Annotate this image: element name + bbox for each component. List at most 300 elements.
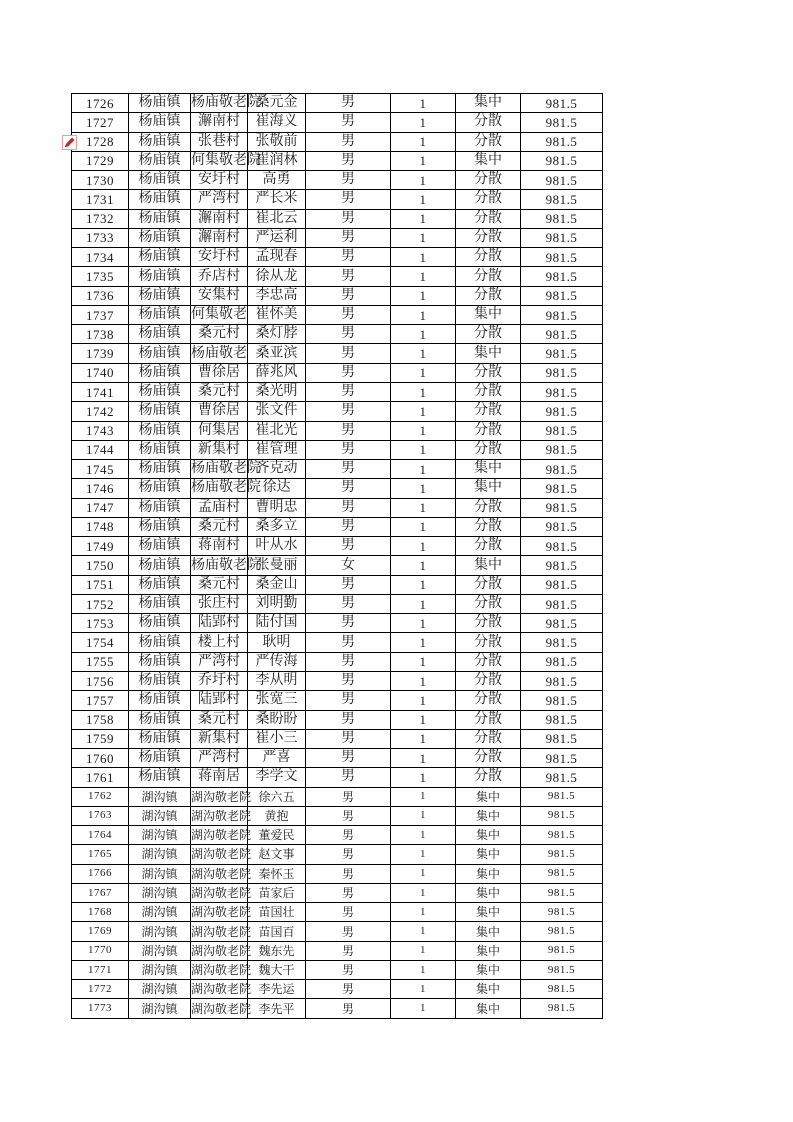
cell-name: 苗国壮 [248,903,306,922]
cell-town: 湖沟镇 [129,922,191,941]
cell-id: 1741 [72,382,129,401]
cell-count: 1 [391,614,456,633]
cell-name: 徐达 [248,479,306,498]
cell-village: 桑元村 [191,517,248,536]
cell-gender: 男 [306,594,391,613]
cell-id: 1740 [72,363,129,382]
cell-village: 杨庙敬老院 [191,94,248,113]
cell-gender: 男 [306,421,391,440]
cell-amount: 981.5 [521,517,603,536]
cell-mode: 分散 [456,729,521,748]
cell-name: 崔海义 [248,113,306,132]
cell-id: 1754 [72,633,129,652]
cell-count: 1 [391,267,456,286]
cell-gender: 男 [306,941,391,960]
cell-count: 1 [391,575,456,594]
cell-village: 严湾村 [191,652,248,671]
cell-name: 张敬前 [248,132,306,151]
cell-village: 新集村 [191,729,248,748]
cell-mode: 分散 [456,710,521,729]
table-row [72,248,603,267]
cell-id: 1769 [72,922,129,941]
cell-amount: 981.5 [521,363,603,382]
table-row [72,190,603,209]
table-row [72,614,603,633]
cell-village: 安集村 [191,286,248,305]
cell-mode: 分散 [456,171,521,190]
cell-mode: 集中 [456,980,521,999]
cell-count: 1 [391,671,456,690]
cell-village: 澥南村 [191,209,248,228]
cell-gender: 男 [306,363,391,382]
table-row [72,305,603,324]
cell-town: 杨庙镇 [129,671,191,690]
cell-gender: 男 [306,980,391,999]
cell-village: 张巷村 [191,132,248,151]
cell-id: 1761 [72,768,129,787]
cell-count: 1 [391,363,456,382]
cell-gender: 男 [306,749,391,768]
cell-name: 严长米 [248,190,306,209]
cell-town: 杨庙镇 [129,402,191,421]
table-row [72,749,603,768]
cell-amount: 981.5 [521,845,603,864]
cell-id: 1727 [72,113,129,132]
cell-mode: 集中 [456,460,521,479]
cell-count: 1 [391,633,456,652]
cell-village: 严湾村 [191,190,248,209]
cell-amount: 981.5 [521,440,603,459]
cell-town: 湖沟镇 [129,845,191,864]
cell-town: 杨庙镇 [129,440,191,459]
cell-town: 杨庙镇 [129,209,191,228]
cell-gender: 男 [306,768,391,787]
cell-count: 1 [391,190,456,209]
cell-amount: 981.5 [521,460,603,479]
cell-mode: 分散 [456,691,521,710]
cell-village: 杨庙敬老院 [191,479,248,498]
cell-name: 崔管理 [248,440,306,459]
cell-amount: 981.5 [521,113,603,132]
cell-mode: 分散 [456,402,521,421]
cell-mode: 分散 [456,671,521,690]
cell-mode: 分散 [456,537,521,556]
cell-mode: 集中 [456,806,521,825]
table-row [72,980,603,999]
cell-town: 杨庙镇 [129,556,191,575]
cell-village: 新集村 [191,440,248,459]
cell-village: 湖沟敬老院 [191,980,248,999]
cell-amount: 981.5 [521,267,603,286]
table-row [72,652,603,671]
cell-count: 1 [391,826,456,845]
cell-amount: 981.5 [521,864,603,883]
cell-name: 崔润林 [248,151,306,170]
cell-amount: 981.5 [521,575,603,594]
table-row [72,575,603,594]
cell-id: 1773 [72,999,129,1018]
cell-gender: 男 [306,999,391,1018]
cell-town: 杨庙镇 [129,171,191,190]
cell-id: 1756 [72,671,129,690]
cell-count: 1 [391,749,456,768]
cell-village: 桑元村 [191,382,248,401]
cell-id: 1771 [72,960,129,979]
cell-village: 楼上村 [191,633,248,652]
cell-id: 1750 [72,556,129,575]
cell-amount: 981.5 [521,614,603,633]
cell-town: 杨庙镇 [129,344,191,363]
cell-name: 苗国百 [248,922,306,941]
table-row [72,768,603,787]
cell-town: 杨庙镇 [129,768,191,787]
cell-amount: 981.5 [521,652,603,671]
cell-name: 李忠高 [248,286,306,305]
cell-town: 杨庙镇 [129,575,191,594]
cell-count: 1 [391,421,456,440]
cell-amount: 981.5 [521,498,603,517]
cell-amount: 981.5 [521,248,603,267]
table-row [72,960,603,979]
cell-village: 湖沟敬老院 [191,826,248,845]
cell-mode: 集中 [456,845,521,864]
cell-village: 安圩村 [191,248,248,267]
cell-count: 1 [391,479,456,498]
cell-town: 杨庙镇 [129,382,191,401]
cell-name: 严传海 [248,652,306,671]
cell-amount: 981.5 [521,768,603,787]
cell-mode: 分散 [456,382,521,401]
table-row [72,806,603,825]
cell-id: 1762 [72,787,129,806]
cell-id: 1742 [72,402,129,421]
cell-amount: 981.5 [521,960,603,979]
cell-count: 1 [391,305,456,324]
cell-gender: 男 [306,479,391,498]
cell-village: 湖沟敬老院 [191,922,248,941]
cell-village: 湖沟敬老院 [191,941,248,960]
cell-count: 1 [391,228,456,247]
cell-count: 1 [391,94,456,113]
cell-id: 1735 [72,267,129,286]
cell-name: 陆付国 [248,614,306,633]
cell-count: 1 [391,286,456,305]
cell-id: 1755 [72,652,129,671]
cell-count: 1 [391,440,456,459]
cell-count: 1 [391,845,456,864]
cell-amount: 981.5 [521,980,603,999]
cell-count: 1 [391,729,456,748]
cell-count: 1 [391,344,456,363]
cell-mode: 集中 [456,999,521,1018]
cell-gender: 男 [306,729,391,748]
table-row [72,517,603,536]
cell-count: 1 [391,980,456,999]
cell-amount: 981.5 [521,228,603,247]
cell-gender: 男 [306,209,391,228]
cell-town: 杨庙镇 [129,479,191,498]
cell-gender: 男 [306,671,391,690]
cell-mode: 集中 [456,960,521,979]
cell-town: 杨庙镇 [129,267,191,286]
cell-name: 高勇 [248,171,306,190]
cell-id: 1765 [72,845,129,864]
cell-village: 湖沟敬老院 [191,883,248,902]
cell-town: 湖沟镇 [129,787,191,806]
cell-name: 桑多立 [248,517,306,536]
cell-village: 湖沟敬老院 [191,960,248,979]
cell-count: 1 [391,652,456,671]
cell-gender: 男 [306,903,391,922]
cell-count: 1 [391,402,456,421]
cell-town: 杨庙镇 [129,228,191,247]
table-row [72,941,603,960]
cell-id: 1767 [72,883,129,902]
cell-id: 1734 [72,248,129,267]
cell-count: 1 [391,768,456,787]
cell-id: 1768 [72,903,129,922]
cell-amount: 981.5 [521,305,603,324]
table-row [72,883,603,902]
cell-amount: 981.5 [521,633,603,652]
cell-village: 湖沟敬老院 [191,806,248,825]
cell-mode: 分散 [456,594,521,613]
table-row [72,922,603,941]
roster-table [71,93,603,1019]
cell-mode: 集中 [456,922,521,941]
cell-mode: 分散 [456,228,521,247]
cell-name: 李先平 [248,999,306,1018]
cell-village: 杨庙敬老 [191,344,248,363]
table-row [72,864,603,883]
cell-gender: 男 [306,151,391,170]
cell-town: 杨庙镇 [129,305,191,324]
cell-town: 湖沟镇 [129,980,191,999]
table-row [72,903,603,922]
cell-name: 董爱民 [248,826,306,845]
cell-count: 1 [391,382,456,401]
cell-name: 李学文 [248,768,306,787]
cell-gender: 男 [306,614,391,633]
cell-amount: 981.5 [521,787,603,806]
cell-id: 1763 [72,806,129,825]
cell-gender: 男 [306,691,391,710]
cell-gender: 男 [306,517,391,536]
cell-id: 1726 [72,94,129,113]
cell-count: 1 [391,864,456,883]
table-row [72,999,603,1018]
cell-gender: 男 [306,382,391,401]
edit-pencil-marker[interactable] [62,135,77,150]
cell-gender: 男 [306,344,391,363]
cell-id: 1732 [72,209,129,228]
cell-town: 杨庙镇 [129,537,191,556]
cell-village: 张庄村 [191,594,248,613]
table-row [72,671,603,690]
cell-gender: 男 [306,440,391,459]
cell-mode: 集中 [456,479,521,498]
cell-town: 杨庙镇 [129,517,191,536]
table-row [72,421,603,440]
table-row [72,633,603,652]
table-row [72,460,603,479]
cell-name: 桑灯脖 [248,325,306,344]
cell-gender: 男 [306,286,391,305]
cell-gender: 男 [306,806,391,825]
cell-mode: 分散 [456,440,521,459]
table-row [72,382,603,401]
cell-town: 湖沟镇 [129,883,191,902]
cell-village: 乔店村 [191,267,248,286]
cell-name: 崔北云 [248,209,306,228]
cell-town: 杨庙镇 [129,710,191,729]
cell-mode: 集中 [456,903,521,922]
cell-name: 秦怀玉 [248,864,306,883]
cell-name: 张文件 [248,402,306,421]
cell-mode: 分散 [456,190,521,209]
cell-count: 1 [391,209,456,228]
cell-name: 桑光明 [248,382,306,401]
cell-count: 1 [391,537,456,556]
cell-id: 1730 [72,171,129,190]
cell-town: 湖沟镇 [129,903,191,922]
cell-id: 1737 [72,305,129,324]
cell-town: 杨庙镇 [129,151,191,170]
cell-count: 1 [391,999,456,1018]
table-row [72,132,603,151]
cell-count: 1 [391,498,456,517]
cell-id: 1758 [72,710,129,729]
cell-gender: 男 [306,113,391,132]
cell-mode: 分散 [456,517,521,536]
cell-amount: 981.5 [521,132,603,151]
cell-id: 1770 [72,941,129,960]
cell-town: 杨庙镇 [129,286,191,305]
cell-id: 1764 [72,826,129,845]
cell-name: 桑金山 [248,575,306,594]
cell-gender: 男 [306,710,391,729]
cell-id: 1746 [72,479,129,498]
cell-village: 澥南村 [191,228,248,247]
cell-id: 1759 [72,729,129,748]
cell-gender: 男 [306,402,391,421]
cell-id: 1751 [72,575,129,594]
cell-amount: 981.5 [521,556,603,575]
cell-mode: 集中 [456,151,521,170]
cell-count: 1 [391,787,456,806]
cell-village: 蒋南居 [191,768,248,787]
cell-count: 1 [391,594,456,613]
cell-mode: 分散 [456,768,521,787]
cell-gender: 男 [306,537,391,556]
cell-id: 1747 [72,498,129,517]
cell-amount: 981.5 [521,594,603,613]
cell-gender: 男 [306,325,391,344]
cell-count: 1 [391,903,456,922]
cell-id: 1738 [72,325,129,344]
cell-mode: 分散 [456,421,521,440]
cell-name: 崔北光 [248,421,306,440]
cell-name: 崔怀美 [248,305,306,324]
table-row [72,710,603,729]
cell-village: 何集敬老 [191,305,248,324]
cell-gender: 男 [306,94,391,113]
cell-village: 澥南村 [191,113,248,132]
cell-mode: 分散 [456,113,521,132]
roster-table-wrap [71,93,603,1019]
cell-town: 湖沟镇 [129,941,191,960]
cell-gender: 男 [306,845,391,864]
cell-mode: 分散 [456,363,521,382]
cell-name: 薛兆风 [248,363,306,382]
cell-id: 1731 [72,190,129,209]
cell-gender: 女 [306,556,391,575]
cell-mode: 集中 [456,556,521,575]
cell-gender: 男 [306,228,391,247]
cell-mode: 集中 [456,94,521,113]
cell-count: 1 [391,710,456,729]
cell-town: 杨庙镇 [129,749,191,768]
cell-gender: 男 [306,248,391,267]
cell-mode: 分散 [456,267,521,286]
cell-amount: 981.5 [521,286,603,305]
table-row [72,826,603,845]
cell-town: 湖沟镇 [129,806,191,825]
cell-count: 1 [391,171,456,190]
cell-gender: 男 [306,132,391,151]
cell-name: 桑盼盼 [248,710,306,729]
cell-name: 徐六五 [248,787,306,806]
cell-village: 孟庙村 [191,498,248,517]
cell-mode: 集中 [456,826,521,845]
cell-village: 何集居 [191,421,248,440]
cell-mode: 集中 [456,305,521,324]
table-row [72,498,603,517]
cell-mode: 分散 [456,248,521,267]
cell-village: 湖沟敬老院 [191,845,248,864]
cell-town: 杨庙镇 [129,594,191,613]
cell-mode: 集中 [456,344,521,363]
cell-amount: 981.5 [521,729,603,748]
cell-gender: 男 [306,787,391,806]
cell-gender: 男 [306,883,391,902]
cell-town: 湖沟镇 [129,999,191,1018]
cell-mode: 分散 [456,209,521,228]
cell-id: 1753 [72,614,129,633]
cell-gender: 男 [306,864,391,883]
table-row [72,479,603,498]
cell-village: 陆郢村 [191,691,248,710]
cell-mode: 分散 [456,633,521,652]
cell-count: 1 [391,517,456,536]
cell-name: 赵文事 [248,845,306,864]
cell-amount: 981.5 [521,999,603,1018]
table-row [72,537,603,556]
cell-amount: 981.5 [521,941,603,960]
cell-mode: 分散 [456,575,521,594]
cell-name: 孟现春 [248,248,306,267]
cell-village: 曹徐居 [191,363,248,382]
cell-name: 崔小三 [248,729,306,748]
cell-amount: 981.5 [521,94,603,113]
cell-count: 1 [391,556,456,575]
cell-gender: 男 [306,267,391,286]
cell-id: 1736 [72,286,129,305]
cell-id: 1749 [72,537,129,556]
cell-amount: 981.5 [521,671,603,690]
cell-amount: 981.5 [521,344,603,363]
cell-count: 1 [391,248,456,267]
